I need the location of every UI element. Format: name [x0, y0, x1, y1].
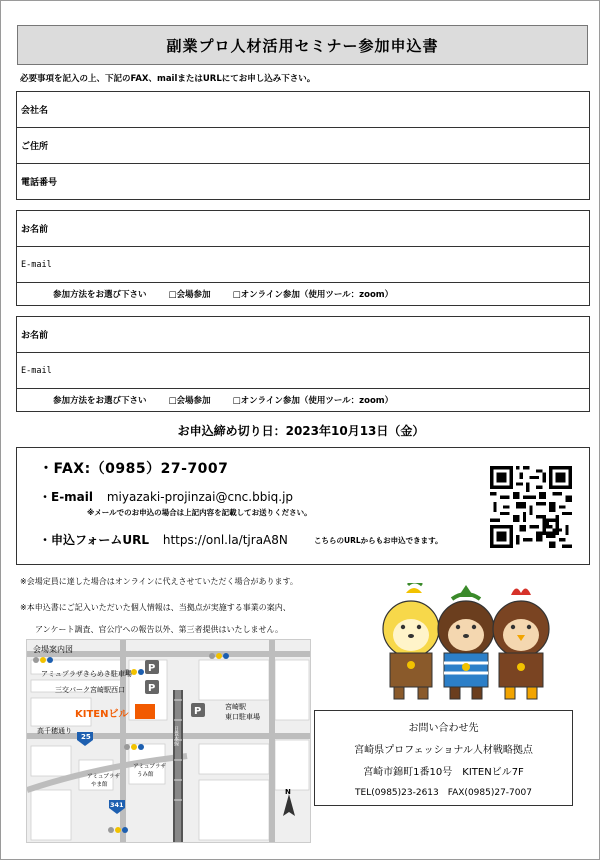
svg-text:P: P — [148, 663, 156, 674]
map-parking1-label: アミュプラザきらめき駐車場 — [41, 670, 132, 678]
participant-email-field[interactable] — [17, 247, 589, 283]
inquiry-organization: 宮崎県プロフェッショナル人材戦略拠点 — [354, 744, 533, 756]
map-title: 会場案内図 — [33, 645, 73, 654]
participant-email-field[interactable] — [17, 353, 589, 389]
map-venue-label: KITENビル — [75, 709, 129, 720]
company-name-label: 会社名 — [21, 106, 49, 116]
qr-code-image[interactable] — [490, 466, 572, 548]
participant-table-1 — [16, 210, 590, 306]
email-note: ※メールでのお申込の場合は上記内容を記載してお送りください。 — [87, 508, 312, 517]
map-side-label2: アミュプラザ — [133, 764, 166, 770]
name-label: お名前 — [21, 225, 49, 235]
deadline-text: お申込締め切り日：2023年10月13日（金） — [177, 424, 425, 438]
option-venue-checkbox[interactable]: □会場参加 — [168, 396, 211, 406]
svg-text:P: P — [148, 683, 156, 694]
map-north-label: N — [285, 788, 291, 796]
inquiry-box — [314, 710, 573, 806]
form-url-note: こちらのURLからもお申込できます。 — [314, 536, 443, 545]
option-online-checkbox[interactable]: □オンライン参加（使用ツール：zoom） — [232, 290, 394, 300]
notice-privacy: ※本申込書にご記入いただいた個人情報は、当拠点が実施する事業の案内、 — [20, 603, 291, 612]
inquiry-address: 宮崎市錦町1番10号 KITENビル7F — [363, 766, 524, 778]
participation-method-row — [17, 283, 589, 305]
map-rail-label: 日豊本線 — [173, 726, 179, 746]
mascot-characters-illustration — [366, 583, 566, 703]
form-url-link[interactable]: https://onl.la/tjraA8N — [162, 533, 288, 547]
address-field[interactable] — [17, 128, 589, 164]
notice-capacity: ※会場定員に達した場合はオンラインに代えさせていただく場合があります。 — [20, 577, 298, 586]
email-link[interactable]: miyazaki-projinzai@cnc.bbiq.jp — [106, 490, 294, 504]
email-contact-label: ・E-mail — [39, 490, 94, 504]
company-name-field[interactable] — [17, 92, 589, 128]
inquiry-tel-fax: TEL(0985)23-2613 FAX(0985)27-7007 — [355, 787, 532, 798]
map-side-label1: アミュプラザ — [87, 774, 120, 780]
participant-name-field[interactable] — [17, 317, 589, 353]
option-venue-checkbox[interactable]: □会場参加 — [168, 290, 211, 300]
notice-privacy-cont: アンケート調査、官公庁への報告以外、第三者提供はいたしません。 — [35, 625, 283, 634]
venue-map — [26, 639, 311, 843]
email-line — [39, 488, 293, 505]
fax-number: ・FAX:（0985）27-7007 — [39, 461, 229, 477]
svg-text:P: P — [194, 706, 202, 717]
map-side-label2b: うみ館 — [137, 772, 154, 778]
map-station-sub-label: 東口駐車場 — [225, 713, 260, 721]
email-label: E-mail — [21, 365, 52, 376]
email-label: E-mail — [21, 259, 52, 270]
participation-method-row — [17, 389, 589, 411]
option-online-checkbox[interactable]: □オンライン参加（使用ツール：zoom） — [232, 396, 394, 406]
map-route25-label: 25 — [81, 733, 91, 741]
method-label: 参加方法をお選び下さい — [53, 290, 147, 300]
map-parking2-label: 三交パーク宮崎駅西口 — [55, 686, 125, 694]
form-url-line — [39, 531, 288, 548]
instructions-text: 必要事項を記入の上、下記のFAX、mailまたはURLにてお申し込み下さい。 — [20, 74, 316, 84]
address-label: ご住所 — [21, 142, 49, 152]
phone-label: 電話番号 — [21, 178, 58, 188]
map-route341-label: 341 — [110, 801, 124, 809]
phone-field[interactable] — [17, 164, 589, 199]
form-url-label: ・申込フォームURL — [39, 533, 150, 547]
map-side-label1b: やま館 — [91, 782, 108, 788]
participant-name-field[interactable] — [17, 211, 589, 247]
map-road-label: 高千穂通り — [37, 727, 72, 735]
method-label: 参加方法をお選び下さい — [53, 396, 147, 406]
participant-table-2 — [16, 316, 590, 412]
company-info-table — [16, 91, 590, 200]
map-station-label: 宮崎駅 — [225, 703, 246, 711]
inquiry-heading: お問い合わせ先 — [408, 722, 479, 734]
form-title: 副業プロ人材活用セミナー参加申込書 — [17, 25, 588, 65]
name-label: お名前 — [21, 331, 49, 341]
